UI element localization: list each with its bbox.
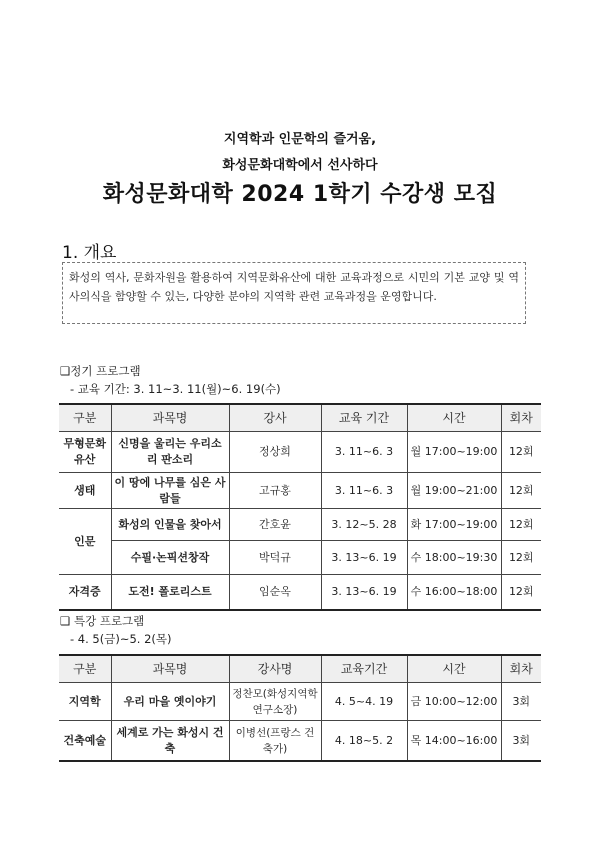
column-header: 회차	[501, 655, 541, 683]
subject-cell: 우리 마을 옛이야기	[111, 683, 229, 721]
category-cell: 생태	[59, 473, 111, 509]
column-header: 강사명	[229, 655, 321, 683]
overview-heading: 1. 개요	[62, 243, 117, 263]
period-cell: 4. 5~4. 19	[321, 683, 407, 721]
teacher-cell: 간호윤	[229, 509, 321, 541]
column-header: 회차	[501, 404, 541, 432]
subtitle-line-2: 화성문화대학에서 선사하다	[222, 158, 378, 173]
page-title: 화성문화대학 2024 1학기 수강생 모집	[102, 182, 498, 207]
teacher-cell: 고규홍	[229, 473, 321, 509]
category-cell: 인문	[59, 509, 111, 575]
teacher-cell: 이병선(프랑스 건축가)	[229, 721, 321, 762]
column-header: 시간	[407, 404, 501, 432]
teacher-cell: 정상희	[229, 432, 321, 473]
subtitle-line-1: 지역학과 인문학의 즐거움,	[223, 132, 377, 147]
table-row	[59, 541, 541, 575]
time-cell: 월 19:00~21:00	[407, 473, 501, 509]
table-row	[59, 509, 541, 541]
time-cell: 화 17:00~19:00	[407, 509, 501, 541]
table-row	[59, 473, 541, 509]
column-header: 구분	[59, 404, 111, 432]
count-cell: 3회	[501, 683, 541, 721]
table-row	[59, 683, 541, 721]
column-header: 교육기간	[321, 655, 407, 683]
table-header-row	[59, 655, 541, 683]
subject-cell: 화성의 인물을 찾아서	[111, 509, 229, 541]
period-cell: 4. 18~5. 2	[321, 721, 407, 762]
count-cell: 3회	[501, 721, 541, 762]
teacher-cell: 박덕규	[229, 541, 321, 575]
subject-cell: 수필·논픽션창작	[111, 541, 229, 575]
time-cell: 수 18:00~19:30	[407, 541, 501, 575]
period-cell: 3. 11~6. 3	[321, 473, 407, 509]
table-row	[59, 432, 541, 473]
regular-program-period: - 교육 기간: 3. 11~3. 11(월)~6. 19(수)	[70, 382, 281, 396]
column-header: 교육 기간	[321, 404, 407, 432]
column-header: 과목명	[111, 655, 229, 683]
subject-cell: 이 땅에 나무를 심은 사람들	[111, 473, 229, 509]
column-header: 시간	[407, 655, 501, 683]
count-cell: 12회	[501, 509, 541, 541]
count-cell: 12회	[501, 432, 541, 473]
category-cell: 자격증	[59, 575, 111, 611]
count-cell: 12회	[501, 575, 541, 611]
overview-box: 화성의 역사, 문화자원을 활용하여 지역문화유산에 대한 교육과정으로 시민의 기본 교양 및 역사의식을 함양할 수 있는, 다양한 분야의 지역학 관련 교육과정을 운영합니다.	[62, 262, 526, 324]
column-header: 강사	[229, 404, 321, 432]
time-cell: 수 16:00~18:00	[407, 575, 501, 611]
period-cell: 3. 13~6. 19	[321, 541, 407, 575]
time-cell: 금 10:00~12:00	[407, 683, 501, 721]
column-header: 구분	[59, 655, 111, 683]
period-cell: 3. 11~6. 3	[321, 432, 407, 473]
category-cell: 건축예술	[59, 721, 111, 762]
category-cell: 무형문화 유산	[59, 432, 111, 473]
time-cell: 목 14:00~16:00	[407, 721, 501, 762]
subject-cell: 신명을 울리는 우리소리 판소리	[111, 432, 229, 473]
period-cell: 3. 12~5. 28	[321, 509, 407, 541]
special-program-table	[59, 654, 541, 762]
table-row	[59, 575, 541, 611]
teacher-cell: 임순옥	[229, 575, 321, 611]
table-row	[59, 721, 541, 762]
regular-program-heading: ❑정기 프로그램	[60, 364, 141, 378]
special-program-period: - 4. 5(금)~5. 2(목)	[70, 632, 172, 646]
count-cell: 12회	[501, 473, 541, 509]
column-header: 과목명	[111, 404, 229, 432]
subject-cell: 세계로 가는 화성시 건축	[111, 721, 229, 762]
regular-program-table	[59, 403, 541, 611]
category-cell: 지역학	[59, 683, 111, 721]
subject-cell: 도전! 폴로리스트	[111, 575, 229, 611]
table-header-row	[59, 404, 541, 432]
count-cell: 12회	[501, 541, 541, 575]
period-cell: 3. 13~6. 19	[321, 575, 407, 611]
teacher-cell: 정찬모(화성지역학연구소장)	[229, 683, 321, 721]
special-program-heading: ❑ 특강 프로그램	[60, 614, 145, 628]
time-cell: 월 17:00~19:00	[407, 432, 501, 473]
